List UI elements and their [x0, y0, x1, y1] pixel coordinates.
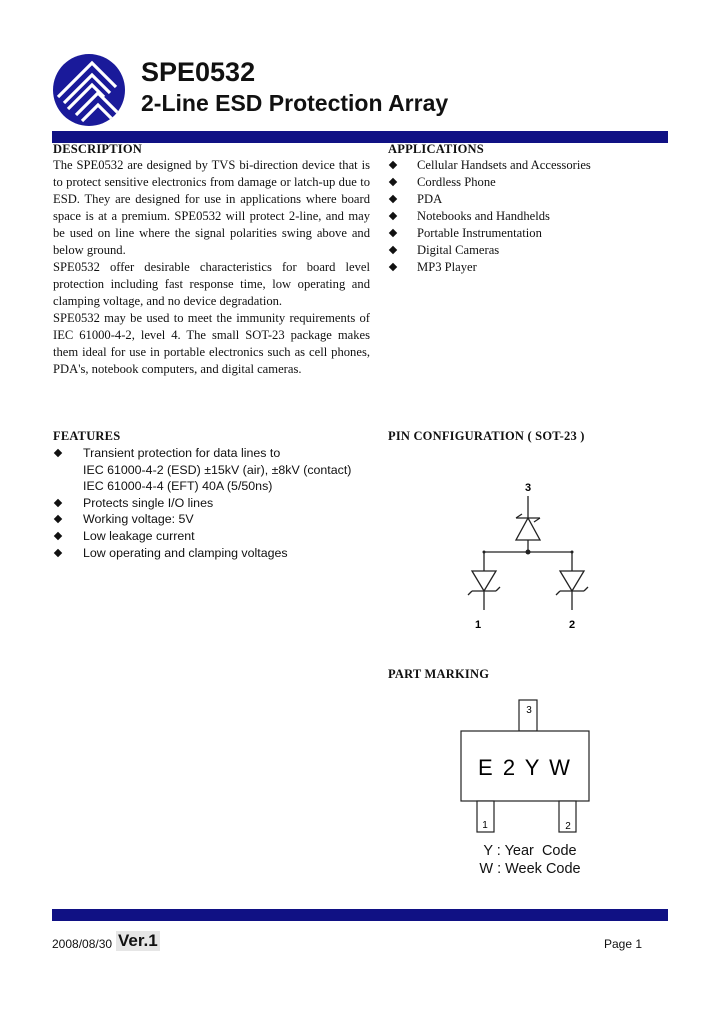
marking-pin-1: 1	[482, 820, 488, 831]
applications-list	[388, 157, 688, 276]
marking-code: E 2 Y W	[478, 755, 572, 780]
part-number: SPE0532	[141, 57, 256, 87]
marking-legend	[470, 842, 590, 878]
features-heading: FEATURES	[53, 429, 121, 443]
page-subtitle: 2-Line ESD Protection Array	[141, 90, 449, 116]
part-marking-diagram	[455, 698, 600, 838]
features-list	[53, 445, 383, 561]
list-item: PDA	[388, 191, 688, 208]
description-paragraph: SPE0532 may be used to meet the immunity requirements of IEC 61000-4-2, level 4. The small SOT-23 package makes them ideal for use in portable electronics such as cell phones, PDA's, notebook computers, and digital cameras.	[53, 311, 370, 376]
pin-1-label: 1	[474, 619, 482, 631]
marking-pin-3: 3	[526, 705, 532, 716]
part-marking-heading: PART MARKING	[388, 667, 490, 681]
footer-divider	[52, 909, 668, 921]
list-item: Low leakage current	[53, 528, 383, 545]
feature-text: Transient protection for data lines to	[83, 446, 281, 460]
description-heading: DESCRIPTION	[53, 142, 143, 156]
list-item: Notebooks and Handhelds	[388, 208, 688, 225]
pin-3-label: 3	[524, 482, 532, 494]
pin-2-label: 2	[568, 619, 576, 631]
marking-pin-2: 2	[565, 821, 571, 832]
week-code-legend: W : Week Code	[479, 861, 581, 877]
description-paragraph: The SPE0532 are designed by TVS bi-direction device that is to protect sensitive electronics from damage or latch-up due to ESD. They are designed for use in applications where board space is at a premium. SPE0532 will protect 2-line, and may be used on line where the signal polarities swing above and below ground.	[53, 158, 370, 257]
description-paragraph: SPE0532 offer desirable characteristics for board level protection including fast response time, low operating and clamping voltage, and no device degradation.	[53, 260, 370, 308]
year-code-legend: Y : Year Code	[483, 843, 577, 859]
description-body	[53, 157, 370, 378]
list-item: Low operating and clamping voltages	[53, 545, 383, 562]
list-item: Protects single I/O lines	[53, 495, 383, 512]
feature-subline: IEC 61000-4-2 (ESD) ±15kV (air), ±8kV (contact)	[83, 462, 352, 477]
list-item	[53, 445, 383, 495]
list-item: Cordless Phone	[388, 174, 688, 191]
version-badge: Ver.1	[118, 931, 158, 950]
list-item: MP3 Player	[388, 259, 688, 276]
feature-subline: IEC 61000-4-4 (EFT) 40A (5/50ns)	[83, 479, 273, 494]
pin-config-diagram	[440, 478, 620, 638]
company-logo	[52, 53, 126, 127]
pin-config-heading: PIN CONFIGURATION ( SOT-23 )	[388, 429, 585, 443]
page-number: Page 1	[604, 937, 643, 951]
list-item: Digital Cameras	[388, 242, 688, 259]
list-item: Working voltage: 5V	[53, 511, 383, 528]
header-divider	[52, 131, 668, 143]
list-item: Cellular Handsets and Accessories	[388, 157, 688, 174]
footer-date: 2008/08/30	[52, 937, 113, 951]
list-item: Portable Instrumentation	[388, 225, 688, 242]
applications-heading: APPLICATIONS	[388, 142, 484, 156]
